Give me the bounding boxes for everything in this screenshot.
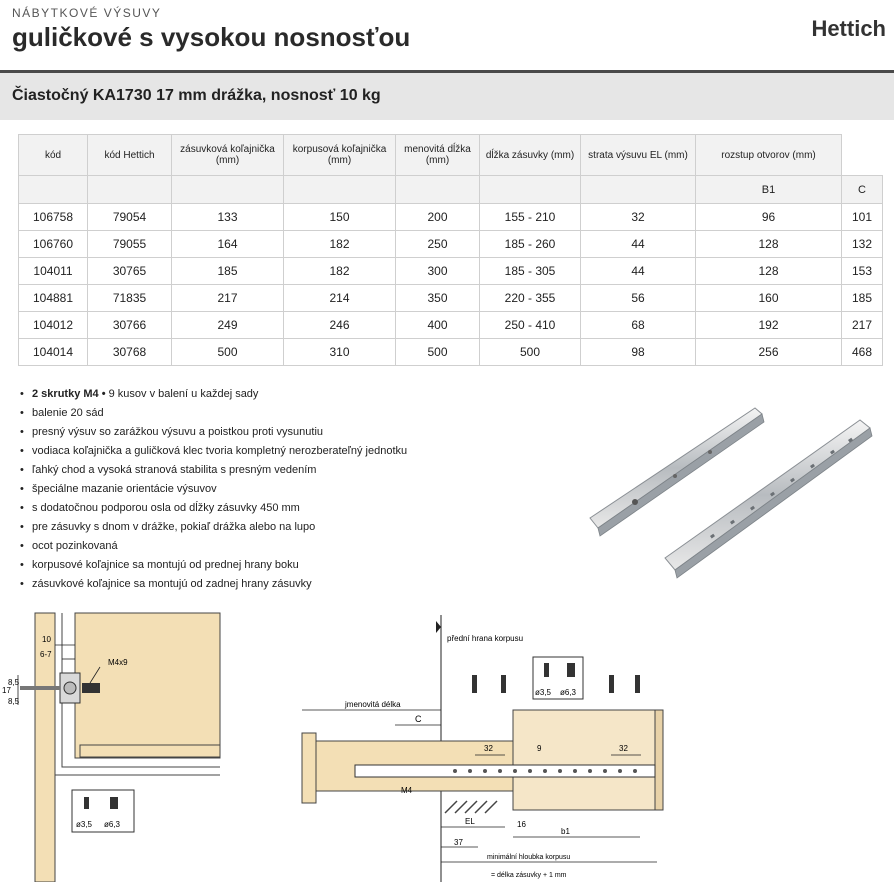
col-subheader: C (842, 176, 883, 204)
list-item: • korpusové koľajnice sa montujú od prednej hrany boku (20, 558, 407, 577)
mounting-dimension-drawing (295, 615, 670, 882)
list-item: • špeciálne mazanie orientácie výsuvov (20, 482, 407, 501)
list-item: • balenie 20 sád (20, 406, 407, 425)
dimension-label: 32 (484, 744, 493, 753)
col-header-empty (842, 135, 883, 176)
dimension-label: 37 (454, 838, 463, 847)
dimension-label: 8,5 (8, 697, 20, 706)
dimension-label: jmenovitá délka (345, 700, 401, 709)
table-row: 106760 79055 164 182 250 185 - 260 44 128 132 (19, 231, 883, 258)
category-label: NÁBYTKOVÉ VÝSUVY (12, 6, 162, 20)
dimension-label: 16 (517, 820, 526, 829)
table-row: 104011 30765 185 182 300 185 - 305 44 128 153 (19, 258, 883, 285)
list-item: • s dodatočnou podporou osla od dĺžky zásuvky 450 mm (20, 501, 407, 520)
product-subheader: Čiastočný KA1730 17 mm drážka, nosnosť 10 kg (12, 87, 381, 104)
table-row: 104881 71835 217 214 350 220 - 355 56 160 185 (19, 285, 883, 312)
screw-size-label: ø3,5 (76, 820, 93, 829)
col-subheader: B1 (696, 176, 842, 204)
product-subheader-bar (0, 70, 894, 120)
cross-section-drawing (0, 605, 240, 882)
annotation-label: přední hrana korpusu (447, 634, 524, 643)
table-row: 104014 30768 500 310 500 500 98 256 468 (19, 339, 883, 366)
spec-table (18, 134, 883, 366)
dimension-label: 32 (619, 744, 628, 753)
col-header: rozstup otvorov (mm) (696, 135, 842, 176)
screw-size-label: ø3,5 (535, 688, 552, 697)
list-item: • 2 skrutky M4 • 9 kusov v balení u každej sady (20, 387, 407, 406)
list-item: • vodiaca koľajnička a guličková klec tvoria kompletný nerozberateľný jednotku (20, 444, 407, 463)
dimension-label: 6-7 (40, 650, 52, 659)
list-item: • pre zásuvky s dnom v drážke, pokiaľ drážka alebo na lupo (20, 520, 407, 539)
dimension-label: 8,5 (8, 678, 20, 687)
list-item: • ocot pozinkovaná (20, 539, 407, 558)
table-header-row (19, 135, 883, 176)
col-header: korpusová koľajnička (mm) (284, 135, 396, 176)
table-subheader-row (19, 176, 883, 204)
dimension-label: 17 (2, 686, 11, 695)
dimension-label: EL (465, 817, 475, 826)
dimension-label: 9 (537, 744, 542, 753)
screw-label: M4 (401, 786, 413, 795)
dimension-label: 10 (42, 635, 51, 644)
screw-label: M4x9 (108, 658, 128, 667)
col-header: strata výsuvu EL (mm) (581, 135, 696, 176)
page-title: guličkové s vysokou nosnosťou (12, 22, 411, 52)
col-header: kód Hettich (88, 135, 172, 176)
col-header: kód (19, 135, 88, 176)
screw-size-label: ø6,3 (104, 820, 121, 829)
dimension-label: C (415, 714, 422, 724)
col-header: dĺžka zásuvky (mm) (480, 135, 581, 176)
table-row: 104012 30766 249 246 400 250 - 410 68 192 217 (19, 312, 883, 339)
feature-list (20, 387, 407, 596)
dimension-label: minimální hloubka korpusu (487, 854, 571, 861)
col-header: menovitá dĺžka (mm) (396, 135, 480, 176)
dimension-label: = délka zásuvky + 1 mm (491, 872, 567, 879)
brand-logo: Hettich (811, 16, 886, 41)
list-item: • zásuvkové koľajnice sa montujú od zadnej hrany zásuvky (20, 577, 407, 596)
dimension-label: b1 (561, 827, 570, 836)
screw-size-label: ø6,3 (560, 688, 577, 697)
col-header: zásuvková koľajnička (mm) (172, 135, 284, 176)
drawer-slide-product-image (580, 390, 880, 580)
table-row: 106758 79054 133 150 200 155 - 210 32 96 101 (19, 204, 883, 231)
list-item: • presný výsuv so zarážkou výsuvu a poistkou proti vysunutiu (20, 425, 407, 444)
list-item: • ľahký chod a vysoká stranová stabilita s presným vedením (20, 463, 407, 482)
